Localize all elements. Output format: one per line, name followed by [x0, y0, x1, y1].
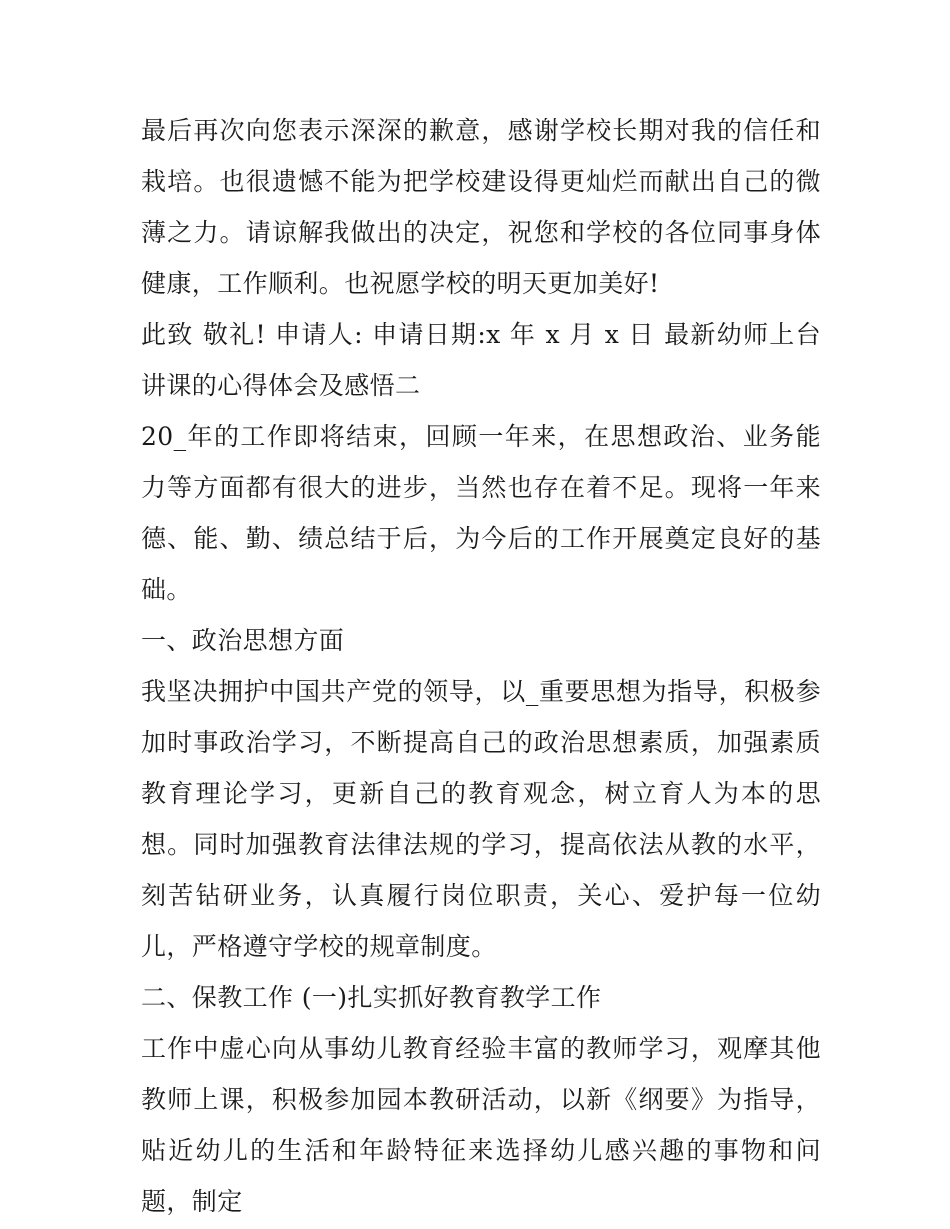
document-body: [141, 105, 821, 1227]
paragraph-year-summary-intro: 20_年的工作即将结束，回顾一年来，在思想政治、业务能力等方面都有很大的进步，当然也存在着不足。现将一年来德、能、勤、绩总结于后，为今后的工作开展奠定良好的基础。: [141, 422, 821, 604]
paragraph-teaching-work: 工作中虚心向从事幼儿教育经验丰富的教师学习，观摩其他教师上课，积极参加园本教研活动，以新《纲要》为指导，贴近幼儿的生活和年龄特征来选择幼儿感兴趣的事物和问题，制定: [141, 1034, 821, 1216]
paragraph-signature-and-title: 此致 敬礼! 申请人: 申请日期:x 年 x 月 x 日 最新幼师上台讲课的心得体会及感悟二: [141, 320, 821, 400]
paragraph-closing-apology: 最后再次向您表示深深的歉意，感谢学校长期对我的信任和栽培。也很遗憾不能为把学校建设得更灿烂而献出自己的微薄之力。请谅解我做出的决定，祝您和学校的各位同事身体健康，工作顺利。也祝愿学校的明天更加美好!: [141, 116, 821, 298]
section-heading-political: 一、政治思想方面: [141, 626, 345, 655]
paragraph-political-thought: 我坚决拥护中国共产党的领导，以_重要思想为指导，积极参加时事政治学习，不断提高自己的政治思想素质，加强素质教育理论学习，更新自己的教育观念，树立育人为本的思想。同时加强教育法律法规的学习，提高依法从教的水平，刻苦钻研业务，认真履行岗位职责，关心、爱护每一位幼儿，严格遵守学校的规章制度。: [141, 677, 821, 961]
section-heading-teaching: 二、保教工作 (一)扎实抓好教育教学工作: [141, 983, 602, 1012]
